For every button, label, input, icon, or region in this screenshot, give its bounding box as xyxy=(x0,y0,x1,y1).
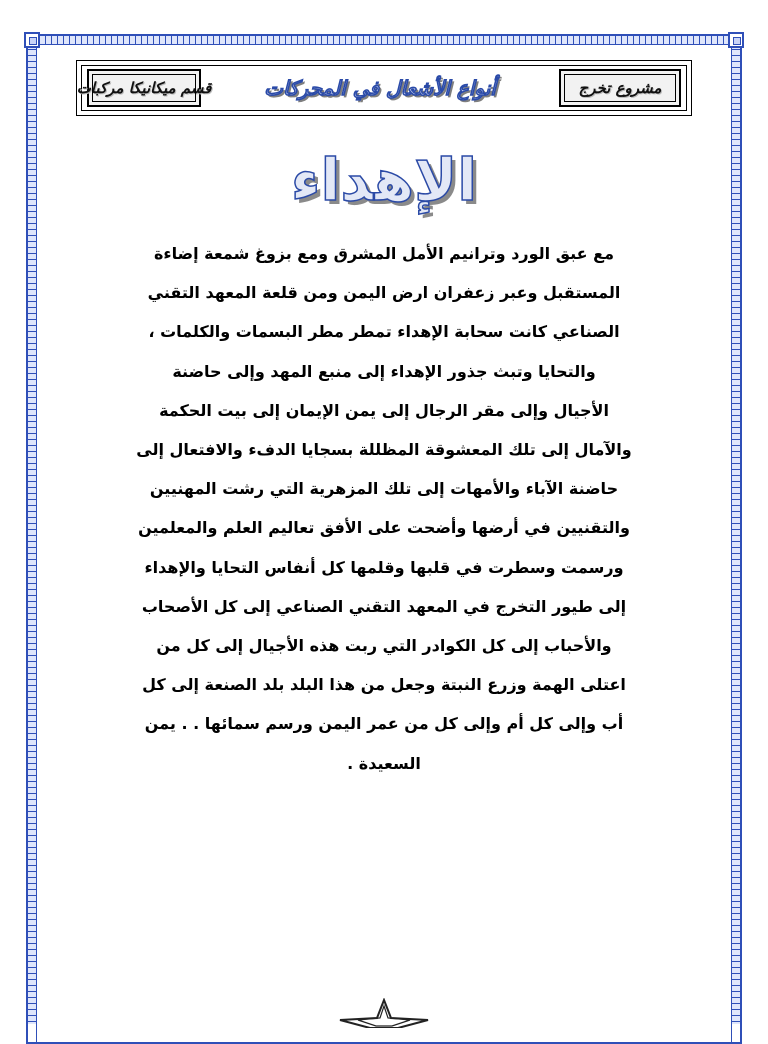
text-line: السعيدة . xyxy=(347,753,421,773)
corner-ornament-icon xyxy=(24,32,40,48)
text-line: حاضنة الآباء والأمهات إلى تلك المزهرية التي رشت المهنيين xyxy=(149,479,619,499)
dedication-text xyxy=(112,234,656,783)
project-title: أنواع الأشعال في المحركات xyxy=(264,76,496,100)
text-line: الصناعي كانت سحابة الإهداء تمطر مطر البسمات والكلمات ، xyxy=(148,322,620,342)
text-line: والتحايا وتبث جذور الإهداء إلى منبع المهد وإلى حاضنة xyxy=(172,361,596,381)
text-line: والأحباب إلى كل الكوادر التي ربت هذه الأجيال إلى كل من xyxy=(156,636,612,656)
text-line: اعتلى الهمة وزرع النبتة وجعل من هذا البلد بلد الصنعة إلى كل xyxy=(142,675,626,695)
text-line: والآمال إلى تلك المعشوقة المظللة بسجايا الدفء والافتعال إلى xyxy=(136,440,632,460)
text-line: الأجيال وإلى مقر الرجال إلى يمن الإيمان إلى بيت الحكمة xyxy=(159,400,609,420)
text-line: والتقنيين في أرضها وأضحت على الأفق تعاليم العلم والمعلمين xyxy=(138,518,630,538)
text-line: إلى طيور التخرج في المعهد التقني الصناعي إلى كل الأصحاب xyxy=(141,596,627,616)
page-title: الإهداء xyxy=(290,146,478,214)
department-label: قسم ميكانيكا مركبات xyxy=(87,69,201,107)
text-line: ورسمت وسطرت في قلبها وقلمها كل أنفاس التحايا والإهداء xyxy=(144,557,624,577)
text-line: مع عبق الورد وترانيم الأمل المشرق ومع بزوغ شمعة إضاءة xyxy=(153,244,614,263)
header-banner xyxy=(76,60,692,116)
text-line: المستقبل وعبر زعفران ارض اليمن ومن قلعة المعهد التقني xyxy=(147,283,621,303)
graduation-project-label: مشروع تخرج xyxy=(559,69,681,107)
text-line: أب وإلى كل أم وإلى كل من عمر اليمن ورسم سمائها . . يمن xyxy=(144,714,624,734)
corner-ornament-icon xyxy=(728,32,744,48)
